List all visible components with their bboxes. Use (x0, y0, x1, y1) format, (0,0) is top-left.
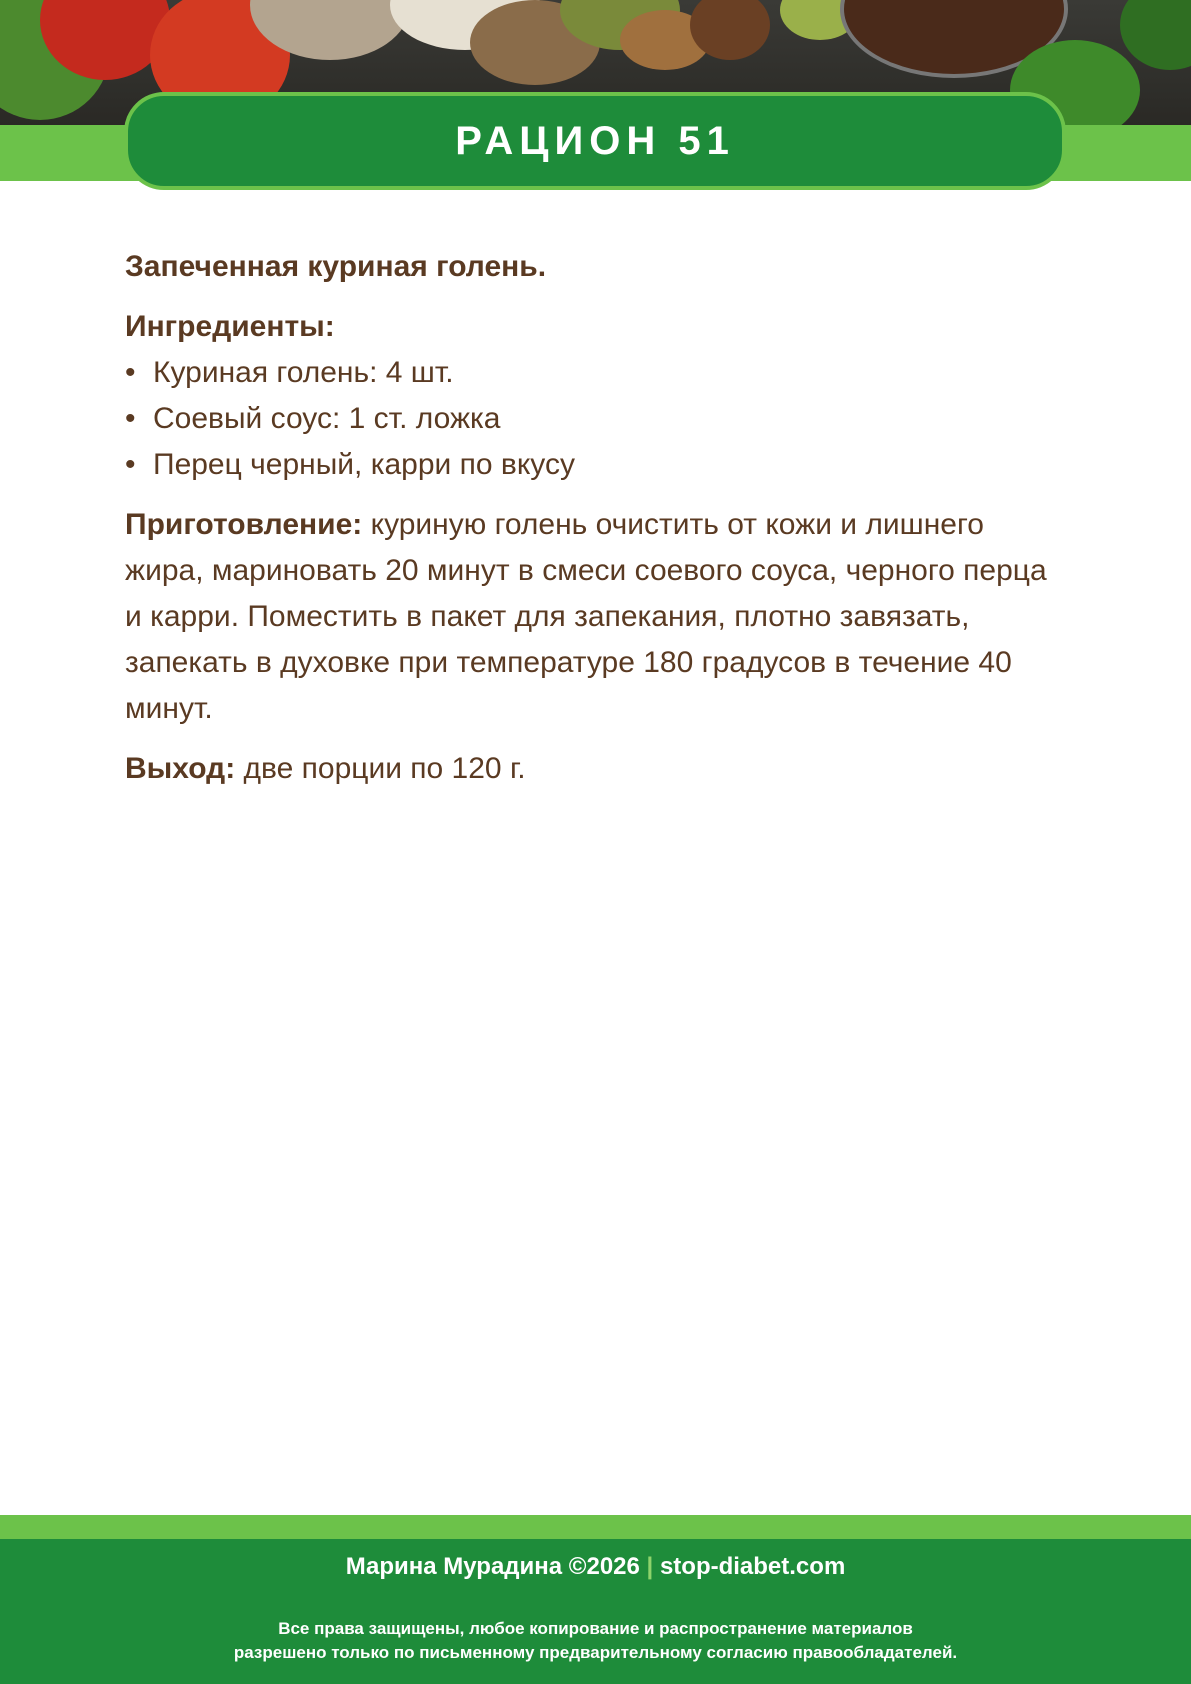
title-banner (124, 92, 1066, 190)
recipe-name: Запеченная куриная голень. (125, 250, 547, 283)
list-item: • Куриная голень: 4 шт. (125, 350, 1065, 396)
footer-separator: | (646, 1553, 654, 1580)
footer-site-link[interactable]: stop-diabet.com (659, 1553, 846, 1580)
footer-credits (0, 1553, 1191, 1581)
ingredients-heading: Ингредиенты: (125, 310, 335, 343)
recipe-content (125, 244, 1065, 806)
footer-rights-line2: разрешено только по письменному предварительному согласию правообладателей. (233, 1643, 958, 1662)
yield-text: две порции по 120 г. (235, 752, 526, 785)
preparation-text: куриную голень очистить от кожи и лишнего жира, мариновать 20 минут в смеси соевого соуса, черного перца и карри. Поместить в пакет для запекания, плотно завязать, запекать в духовке при температуре 180 градусов в течение 40 минут. (125, 508, 1047, 725)
list-item: • Перец черный, карри по вкусу (125, 442, 1065, 488)
preparation-paragraph (125, 502, 1065, 732)
footer (0, 1539, 1191, 1684)
preparation-label: Приготовление: (125, 508, 363, 541)
footer-green-strip (0, 1515, 1191, 1539)
list-item: • Соевый соус: 1 ст. ложка (125, 396, 1065, 442)
ingredients-list (125, 350, 1065, 488)
footer-rights-line1: Все права защищены, любое копирование и распространение материалов (278, 1619, 913, 1638)
yield-label: Выход: (125, 752, 236, 785)
yield-paragraph (125, 746, 1065, 792)
footer-rights (0, 1617, 1191, 1665)
page-title: РАЦИОН 51 (455, 118, 735, 163)
footer-author: Марина Мурадина ©2026 (345, 1553, 640, 1580)
